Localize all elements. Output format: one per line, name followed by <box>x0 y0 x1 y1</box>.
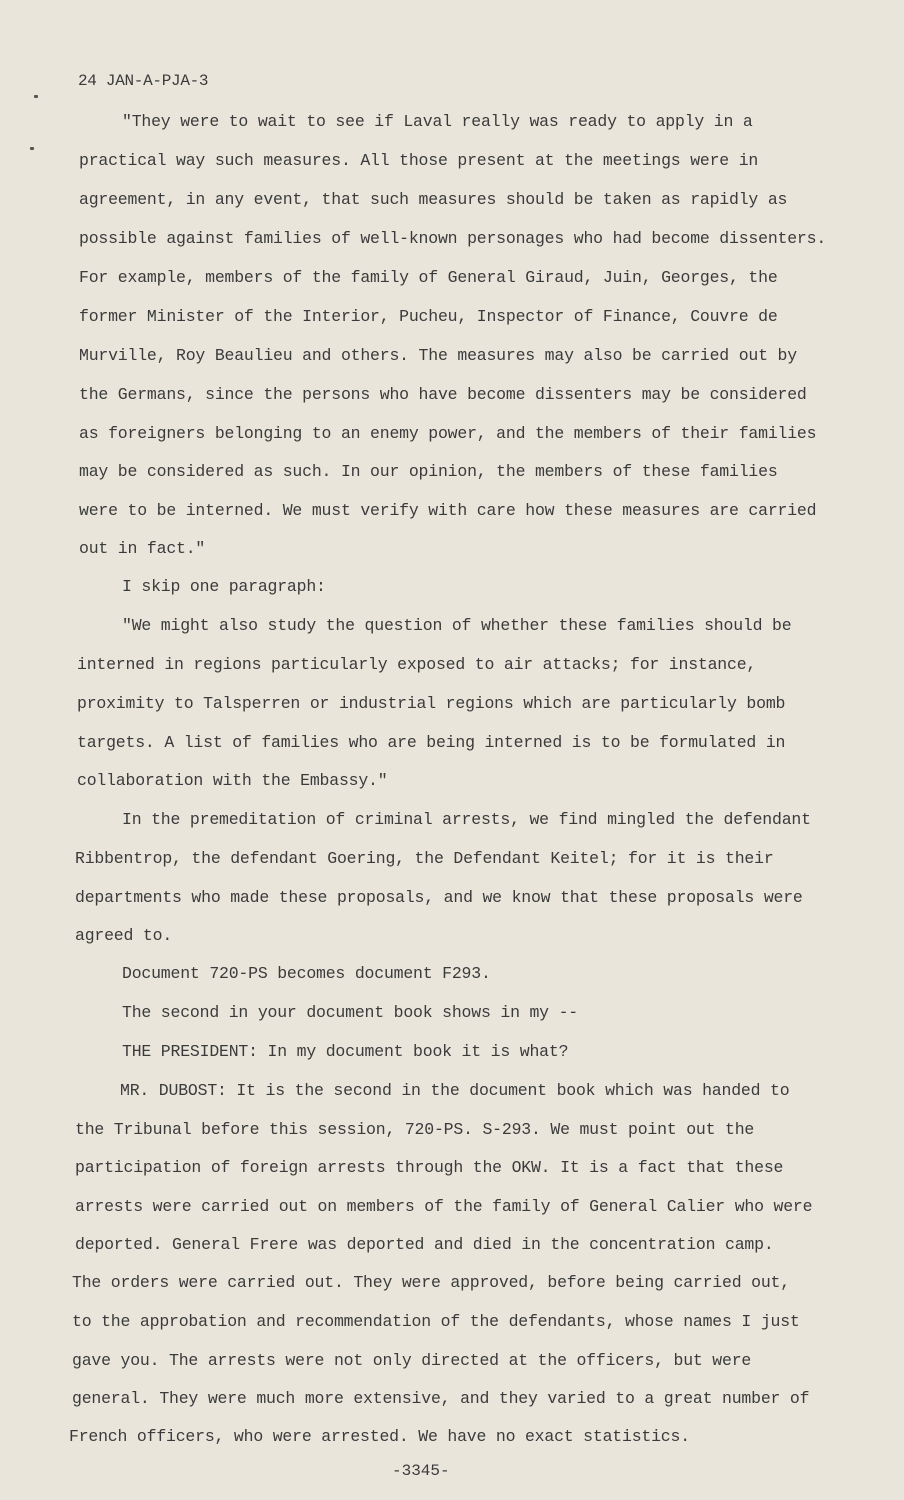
text-line: possible against families of well-known personages who had become dissenters. <box>79 229 827 248</box>
text-line: deported. General Frere was deported and died in the concentration camp. <box>75 1235 774 1254</box>
document-reference: 24 JAN-A-PJA-3 <box>78 72 209 90</box>
text-line: general. They were much more extensive, and they varied to a great number of <box>72 1389 810 1408</box>
text-line: THE PRESIDENT: In my document book it is what? <box>122 1042 569 1061</box>
text-line: the Germans, since the persons who have become dissenters may be considered <box>79 385 807 404</box>
text-line: to the approbation and recommendation of the defendants, whose names I just <box>72 1312 800 1331</box>
text-line: MR. DUBOST: It is the second in the document book which was handed to <box>120 1081 790 1100</box>
punch-mark <box>30 147 34 150</box>
text-line: Ribbentrop, the defendant Goering, the Defendant Keitel; for it is their <box>75 849 774 868</box>
text-line: gave you. The arrests were not only directed at the officers, but were <box>72 1351 752 1370</box>
text-line: The second in your document book shows in my -- <box>122 1003 578 1022</box>
text-line: the Tribunal before this session, 720-PS. S-293. We must point out the <box>75 1120 755 1139</box>
text-line: were to be interned. We must verify with care how these measures are carried <box>79 501 817 520</box>
text-line: arrests were carried out on members of the family of General Calier who were <box>75 1197 813 1216</box>
text-line: "We might also study the question of whether these families should be <box>122 616 792 635</box>
text-line: former Minister of the Interior, Pucheu, Inspector of Finance, Couvre de <box>79 307 778 326</box>
text-line: For example, members of the family of General Giraud, Juin, Georges, the <box>79 268 778 287</box>
text-line: I skip one paragraph: <box>122 577 326 596</box>
text-line: departments who made these proposals, and we know that these proposals were <box>75 888 803 907</box>
page-number: -3345- <box>392 1462 450 1480</box>
text-line: "They were to wait to see if Laval really was ready to apply in a <box>122 112 753 131</box>
text-line: In the premeditation of criminal arrests, we find mingled the defendant <box>122 810 811 829</box>
text-line: agreement, in any event, that such measures should be taken as rapidly as <box>79 190 788 209</box>
text-line: out in fact." <box>79 539 206 558</box>
text-line: as foreigners belonging to an enemy power, and the members of their families <box>79 424 817 443</box>
text-line: Document 720-PS becomes document F293. <box>122 964 491 983</box>
text-line: proximity to Talsperren or industrial regions which are particularly bomb <box>77 694 786 713</box>
text-line: The orders were carried out. They were approved, before being carried out, <box>72 1273 790 1292</box>
text-line: agreed to. <box>75 926 173 945</box>
text-line: may be considered as such. In our opinion, the members of these families <box>79 462 778 481</box>
text-line: participation of foreign arrests through the OKW. It is a fact that these <box>75 1158 784 1177</box>
punch-mark <box>34 95 38 98</box>
text-line: practical way such measures. All those present at the meetings were in <box>79 151 759 170</box>
text-line: targets. A list of families who are being interned is to be formulated in <box>77 733 786 752</box>
text-line: Murville, Roy Beaulieu and others. The measures may also be carried out by <box>79 346 797 365</box>
text-line: interned in regions particularly exposed to air attacks; for instance, <box>77 655 757 674</box>
text-line: collaboration with the Embassy." <box>77 771 388 790</box>
text-line: French officers, who were arrested. We have no exact statistics. <box>69 1427 690 1446</box>
